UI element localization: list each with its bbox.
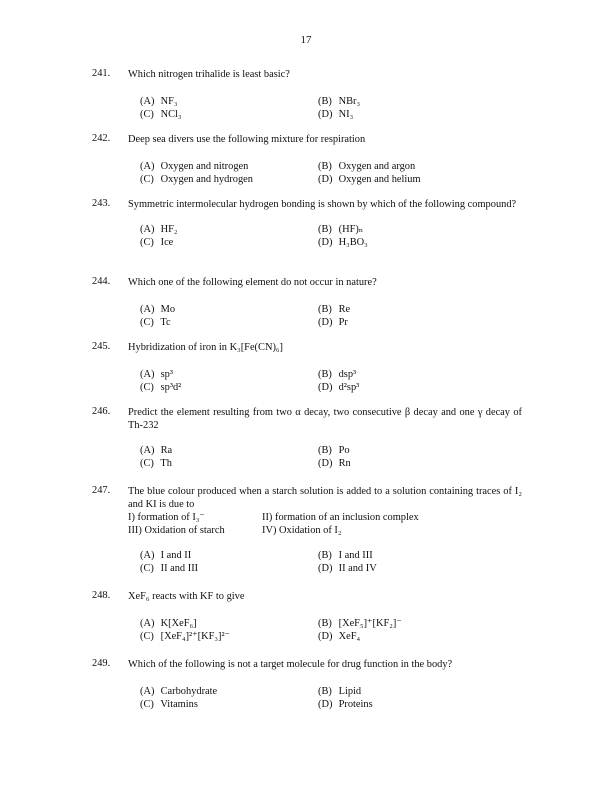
statement-ii: II) formation of an inclusion complex: [262, 512, 419, 523]
option-c: (C) Oxygen and hydrogen: [140, 174, 253, 185]
options: [140, 160, 522, 187]
options: [140, 303, 522, 330]
question-text: Deep sea divers use the following mixture for respiration: [128, 134, 366, 145]
question-number: 241.: [92, 68, 111, 79]
option-c: (C) [XeF₄]²⁺[KF₃]²⁻: [140, 631, 231, 642]
question-number: 249.: [92, 658, 111, 669]
question-text: Which one of the following element do not occur in nature?: [128, 277, 377, 288]
options: [140, 444, 522, 471]
option-a: (A) NF₃: [140, 96, 178, 107]
option-b: (B) dsp³: [318, 369, 357, 380]
option-d: (D) H₃BO₃: [318, 237, 368, 248]
option-b: (B) [XeF₅]⁺[KF₂]⁻: [318, 618, 402, 629]
question-244: [92, 276, 522, 330]
question-text: XeF₆ reacts with KF to give: [128, 591, 245, 602]
options: [140, 685, 522, 712]
statement-iii: III) Oxidation of starch: [128, 525, 225, 536]
question-number: 245.: [92, 341, 111, 352]
option-c: (C) Th: [140, 458, 172, 469]
question-text: Which of the following is not a target molecule for drug function in the body?: [128, 659, 453, 670]
question-text: The blue colour produced when a starch solution is added to a solution containing traces of I₂ and KI is due to: [128, 486, 522, 510]
option-c: (C) II and III: [140, 563, 199, 574]
question-249: [92, 658, 522, 712]
question-number: 243.: [92, 198, 111, 209]
option-d: (D) XeF₄: [318, 631, 361, 642]
question-245: [92, 341, 522, 395]
option-b: (B) Re: [318, 304, 351, 315]
question-246: [92, 406, 522, 471]
option-b: (B) I and III: [318, 550, 373, 561]
option-d: (D) II and IV: [318, 563, 377, 574]
option-a: (A) I and II: [140, 550, 192, 561]
option-a: (A) HF₂: [140, 224, 178, 235]
option-b: (B) Oxygen and argon: [318, 161, 416, 172]
option-c: (C) Ice: [140, 237, 174, 248]
option-c: (C) NCl₃: [140, 109, 182, 120]
statement-i: I) formation of I₃⁻: [128, 512, 205, 523]
option-b: (B) NBr₃: [318, 96, 361, 107]
option-a: (A) K[XeF₆]: [140, 618, 197, 629]
option-a: (A) Oxygen and nitrogen: [140, 161, 249, 172]
question-text: Symmetric intermolecular hydrogen bonding is shown by which of the following compound?: [128, 199, 517, 210]
option-a: (A) Ra: [140, 445, 173, 456]
option-a: (A) Carbohydrate: [140, 686, 218, 697]
option-d: (D) d²sp³: [318, 382, 360, 393]
option-d: (D) Rn: [318, 458, 351, 469]
option-d: (D) Oxygen and helium: [318, 174, 421, 185]
option-a: (A) Mo: [140, 304, 176, 315]
question-number: 247.: [92, 485, 111, 496]
statement-iv: IV) Oxidation of I₂: [262, 525, 342, 536]
question-248: [92, 590, 522, 644]
option-c: (C) sp³d²: [140, 382, 182, 393]
question-number: 246.: [92, 406, 111, 417]
question-number: 242.: [92, 133, 111, 144]
option-c: (C) Tc: [140, 317, 171, 328]
statements: [128, 511, 522, 537]
question-241: [92, 68, 522, 122]
option-b: (B) Po: [318, 445, 350, 456]
option-c: (C) Vitamins: [140, 699, 198, 710]
options: [140, 95, 522, 122]
options: [140, 368, 522, 395]
question-number: 248.: [92, 590, 111, 601]
option-d: (D) Proteins: [318, 699, 373, 710]
question-number: 244.: [92, 276, 111, 287]
options: [140, 549, 522, 576]
question-text: Predict the element resulting from two α decay, two consecutive β decay and one γ decay of Th-232: [128, 407, 522, 431]
page-number: 17: [300, 34, 312, 46]
option-b: (B) (HF)ₙ: [318, 224, 364, 235]
question-text: Hybridization of iron in K₃[Fe(CN)₆]: [128, 342, 283, 353]
option-d: (D) Pr: [318, 317, 348, 328]
question-242: [92, 133, 522, 187]
option-a: (A) sp³: [140, 369, 173, 380]
options: [140, 617, 522, 644]
question-text: Which nitrogen trihalide is least basic?: [128, 69, 290, 80]
option-b: (B) Lipid: [318, 686, 362, 697]
options: [140, 223, 522, 250]
question-243: [92, 198, 522, 250]
question-247: [92, 485, 522, 576]
option-d: (D) NI₃: [318, 109, 354, 120]
